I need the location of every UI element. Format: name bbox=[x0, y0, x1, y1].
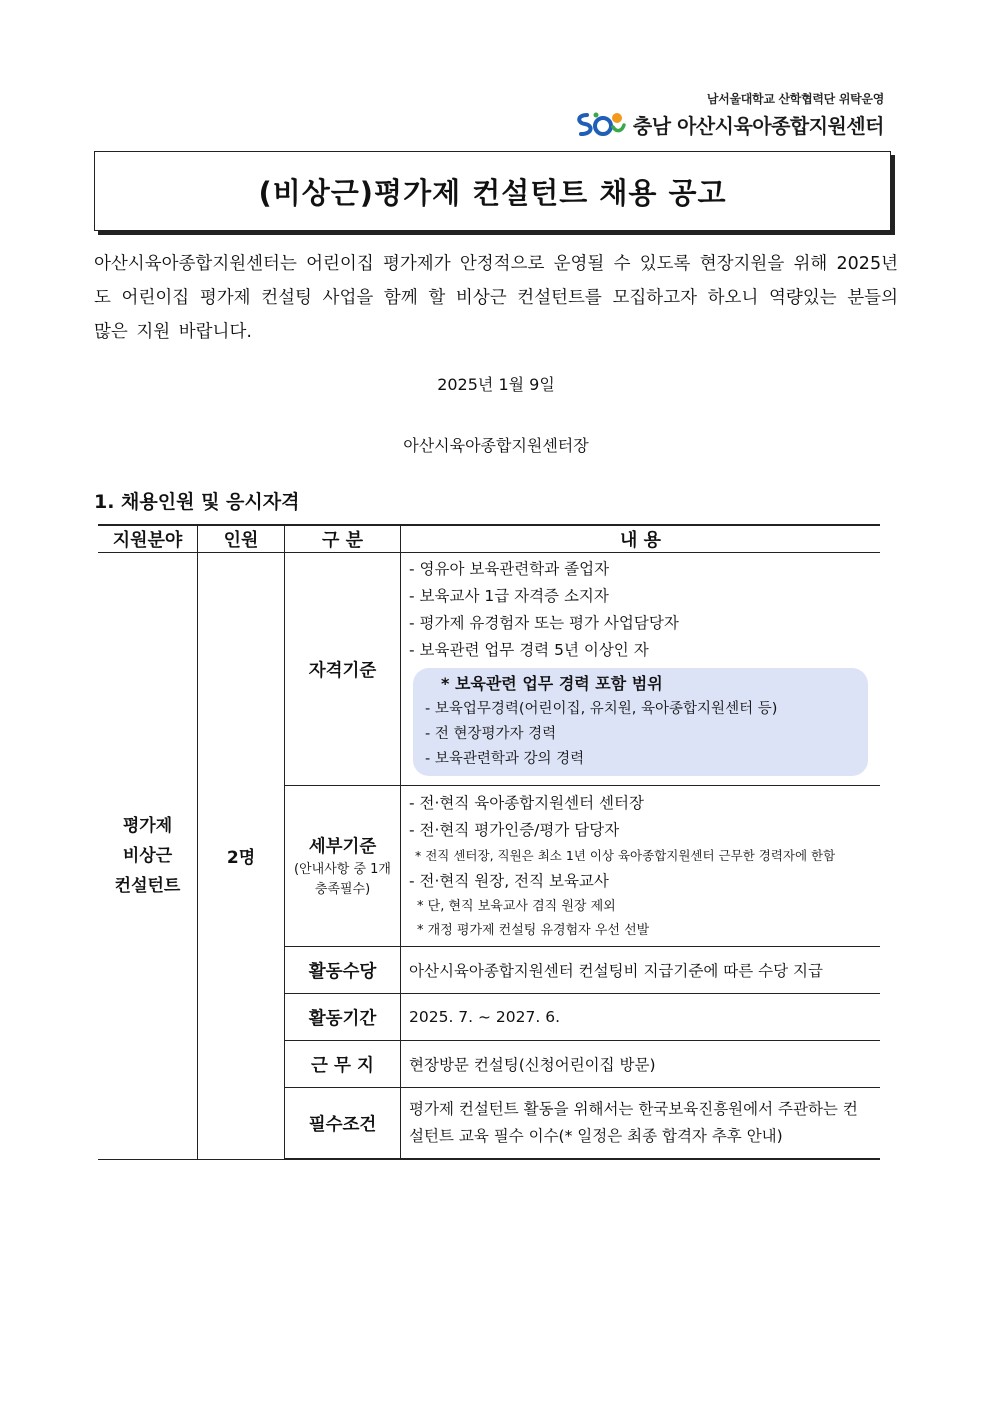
requirement-label: 필수조건 bbox=[285, 1088, 401, 1160]
period-label: 활동기간 bbox=[285, 994, 401, 1041]
section-title: 1. 채용인원 및 응시자격 bbox=[94, 491, 300, 513]
field-line: 평가제 bbox=[122, 815, 173, 836]
count-cell: 2명 bbox=[198, 553, 285, 1160]
list-item: - 보육교사 1급 자격증 소지자 bbox=[409, 587, 609, 605]
field-line: 컨설턴트 bbox=[114, 875, 181, 896]
period-value: 2025. 7. ~ 2027. 6. bbox=[401, 994, 881, 1041]
workplace-value: 현장방문 컨설팅(신청어린이집 방문) bbox=[401, 1041, 881, 1088]
org-name: 충남 아산시육아종합지원센터 bbox=[632, 113, 884, 138]
workplace-label: 근 무 지 bbox=[285, 1041, 401, 1088]
list-note: * 단, 현직 보육교사 겸직 원장 제외 bbox=[417, 898, 616, 914]
intro-paragraph: 아산시육아종합지원센터는 어린이집 평가제가 안정적으로 운영될 수 있도록 현장지원을 위해 2025년도 어린이집 평가제 컨설팅 사업을 함께 할 비상근 컨설턴트를 모집하고자 하오니 역량있는 분들의 많은 지원 바랍니다. bbox=[94, 254, 898, 342]
field-cell bbox=[98, 553, 198, 1160]
field-line: 비상근 bbox=[122, 845, 173, 866]
scope-item: - 전 현장평가자 경력 bbox=[425, 726, 557, 742]
qualification-content bbox=[401, 553, 881, 786]
header-category: 구 분 bbox=[285, 525, 401, 553]
requirement-value: 평가제 컨설턴트 활동을 위해서는 한국보육진흥원에서 주관하는 컨설턴트 교육 필수 이수(* 일정은 최종 합격자 추후 안내) bbox=[401, 1088, 881, 1160]
table-header-row bbox=[98, 525, 880, 553]
detail-note: (안내사항 중 1개 충족필수) bbox=[294, 861, 391, 897]
qualification-label: 자격기준 bbox=[285, 553, 401, 786]
org-line bbox=[573, 109, 884, 139]
page-title: (비상근)평가제 컨설턴트 채용 공고 bbox=[258, 175, 727, 210]
header-content: 내 용 bbox=[401, 525, 881, 553]
center-logo-icon bbox=[573, 109, 627, 139]
detail-content bbox=[401, 786, 881, 947]
list-note: * 전직 센터장, 직원은 최소 1년 이상 육아종합지원센터 근무한 경력자에 한함 bbox=[415, 847, 836, 863]
requirements-table bbox=[98, 524, 880, 1160]
list-item: - 전·현직 평가인증/평가 담당자 bbox=[409, 820, 620, 839]
allowance-value: 아산시육아종합지원센터 컨설팅비 지급기준에 따른 수당 지급 bbox=[401, 947, 881, 994]
list-item: - 평가제 유경험자 또는 평가 사업담당자 bbox=[409, 614, 679, 632]
scope-title: * 보육관련 업무 경력 포함 범위 bbox=[441, 674, 663, 693]
list-item: - 영유아 보육관련학과 졸업자 bbox=[409, 560, 610, 578]
header-field: 지원분야 bbox=[98, 525, 198, 553]
header-count: 인원 bbox=[198, 525, 285, 553]
list-item: - 보육관련 업무 경력 5년 이상인 자 bbox=[409, 641, 649, 659]
operator-text: 남서울대학교 산학협력단 위탁운영 bbox=[706, 92, 884, 106]
detail-label: 세부기준 bbox=[308, 836, 377, 857]
list-item: - 전·현직 육아종합지원센터 센터장 bbox=[409, 793, 644, 812]
detail-label-cell bbox=[285, 786, 401, 947]
title-box bbox=[94, 151, 891, 231]
announcement-date: 2025년 1월 9일 bbox=[437, 375, 555, 394]
scope-item: - 보육관련학과 강의 경력 bbox=[425, 751, 585, 767]
list-item: - 전·현직 원장, 전직 보육교사 bbox=[409, 871, 609, 890]
table-row bbox=[98, 553, 880, 786]
scope-item: - 보육업무경력(어린이집, 유치원, 육아종합지원센터 등) bbox=[425, 701, 778, 717]
experience-scope-box bbox=[413, 668, 868, 776]
allowance-label: 활동수당 bbox=[285, 947, 401, 994]
signer: 아산시육아종합지원센터장 bbox=[403, 436, 589, 455]
org-header bbox=[573, 90, 884, 139]
list-note: * 개정 평가제 컨설팅 유경험자 우선 선발 bbox=[417, 922, 650, 938]
